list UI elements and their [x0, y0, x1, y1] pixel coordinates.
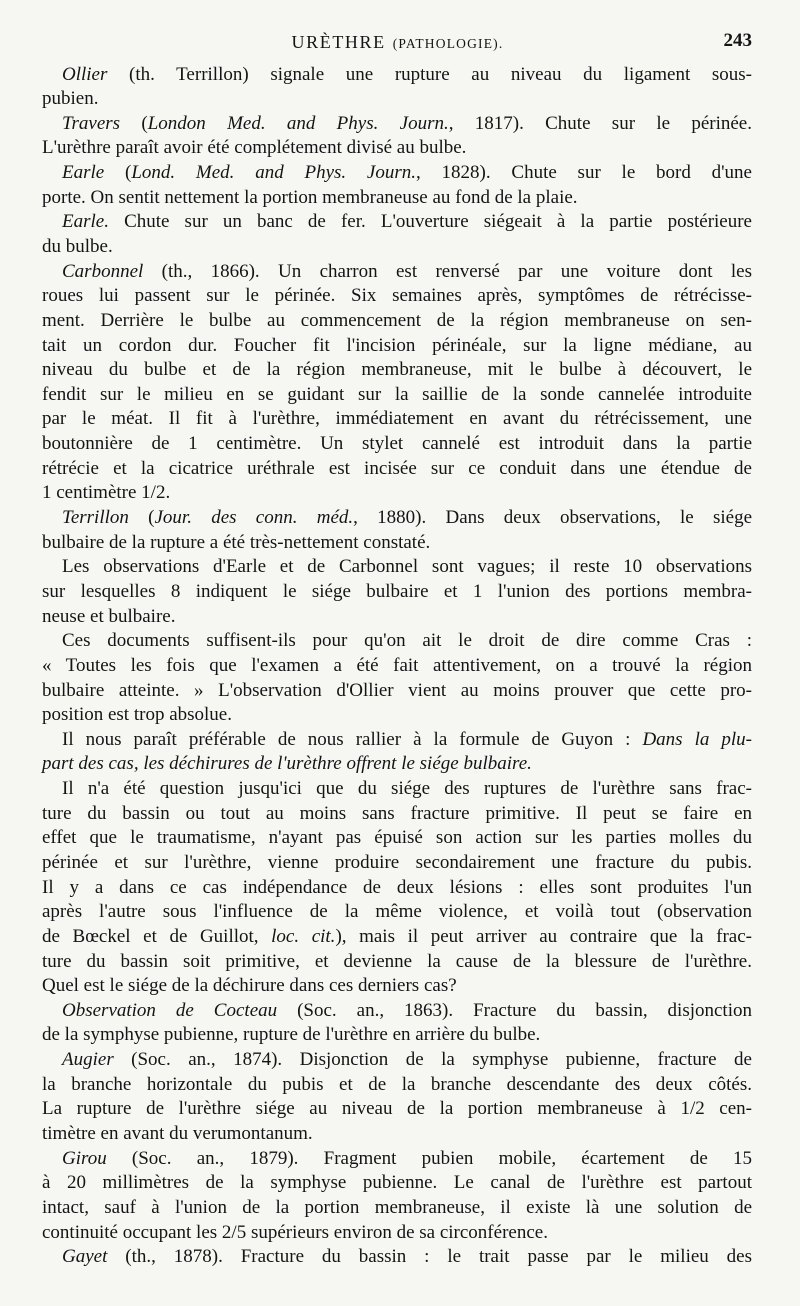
text-run: , 1817). Chute sur le périnée.: [448, 112, 752, 134]
text-line: [42, 580, 752, 605]
text-line: [42, 1023, 752, 1048]
text-run: fendit sur le milieu en se guidant sur la saillie de la sonde cannelée introduite: [42, 383, 752, 405]
text-line: [42, 752, 752, 777]
text-line: [42, 87, 752, 112]
text-line: [42, 1171, 752, 1196]
text-line: [42, 777, 752, 802]
text-line: [42, 161, 752, 186]
text-run: pubien.: [42, 88, 99, 110]
italic-text: Girou: [62, 1147, 107, 1169]
text-run: bulbaire de la rupture a été très-nettement constaté.: [42, 531, 431, 553]
italic-text: Augier: [62, 1049, 114, 1071]
text-run: boutonnière de 1 centimètre. Un stylet cannelé est introduit dans la partie: [42, 433, 752, 455]
text-line: [42, 506, 752, 531]
text-run: du bulbe.: [42, 235, 113, 257]
text-line: [42, 284, 752, 309]
text-run: par le méat. Il fit à l'urèthre, immédiatement en avant du rétrécissement, une: [42, 408, 752, 430]
text-line: [42, 925, 752, 950]
text-line: [42, 186, 752, 211]
text-run: tait un cordon dur. Foucher fit l'incision périnéale, sur la ligne médiane, au: [42, 334, 752, 356]
italic-text: loc. cit.: [271, 925, 336, 947]
text-run: « Toutes les fois que l'examen a été fait attentivement, on a trouvé la région: [42, 654, 752, 676]
text-run: Il nous paraît préférable de nous rallier à la formule de Guyon :: [62, 728, 643, 750]
text-line: [42, 1048, 752, 1073]
text-line: [42, 605, 752, 630]
italic-text: part des cas, les déchirures de l'urèthre offrent le siége bulbaire.: [42, 753, 532, 775]
italic-text: Carbonnel: [62, 260, 144, 282]
text-run: la branche horizontale du pubis et de la branche descendante des deux côtés.: [42, 1073, 752, 1095]
running-subtitle: (PATHOLOGIE).: [392, 36, 504, 51]
text-run: de la symphyse pubienne, rupture de l'urèthre en arrière du bulbe.: [42, 1024, 541, 1046]
text-line: [42, 974, 752, 999]
text-run: , 1828). Chute sur le bord d'une: [416, 162, 752, 184]
text-line: [42, 1245, 752, 1270]
text-run: Chute sur un banc de fer. L'ouverture siégeait à la partie postérieure: [108, 211, 752, 233]
text-line: [42, 235, 752, 260]
running-title: URÈTHRE: [291, 32, 386, 52]
text-run: (: [120, 112, 148, 134]
text-line: [42, 826, 752, 851]
text-line: [42, 260, 752, 285]
text-run: bulbaire atteinte. » L'observation d'Ollier vient au moins prouver que cette pro-: [42, 679, 752, 701]
text-run: intact, sauf à l'union de la portion membraneuse, il existe là une solution de: [42, 1196, 752, 1218]
text-line: [42, 703, 752, 728]
text-line: [42, 851, 752, 876]
text-run: Il y a dans ce cas indépendance de deux lésions : elles sont produites l'un: [42, 876, 752, 898]
text-run: (Soc. an., 1879). Fragment pubien mobile, écartement de 15: [106, 1147, 752, 1169]
text-run: ), mais il peut arriver au contraire que la frac-: [335, 925, 753, 947]
text-run: (Soc. an., 1874). Disjonction de la symphyse pubienne, fracture de: [113, 1049, 752, 1071]
text-line: [42, 383, 752, 408]
text-run: , 1880). Dans deux observations, le siége: [353, 507, 753, 529]
text-run: roues lui passent sur le périnée. Six semaines après, symptômes de rétrécisse-: [42, 285, 752, 307]
text-line: [42, 407, 752, 432]
text-run: ment. Derrière le bulbe au commencement de la région membraneuse on sen-: [42, 309, 752, 331]
text-line: [42, 210, 752, 235]
text-run: L'urèthre paraît avoir été complétement divisé au bulbe.: [42, 137, 467, 159]
text-line: [42, 654, 752, 679]
page-number: 243: [723, 30, 752, 51]
text-line: [42, 481, 752, 506]
italic-text: Jour. des conn. méd.: [154, 507, 354, 529]
text-line: [42, 999, 752, 1024]
text-run: rétrécie et la cicatrice uréthrale est incisée sur ce conduit dans une étendue de: [42, 457, 752, 479]
text-line: [42, 679, 752, 704]
text-run: porte. On sentit nettement la portion membraneuse au fond de la plaie.: [42, 186, 578, 208]
text-line: [42, 950, 752, 975]
italic-text: Terrillon: [62, 507, 129, 529]
text-line: [42, 876, 752, 901]
text-run: timètre en avant du verumontanum.: [42, 1123, 313, 1145]
text-line: [42, 334, 752, 359]
text-line: [42, 900, 752, 925]
text-run: Il n'a été question jusqu'ici que du siége des ruptures de l'urèthre sans frac-: [62, 778, 752, 800]
text-run: à 20 millimètres de la symphyse pubienne. Le canal de l'urèthre est partout: [42, 1172, 752, 1194]
text-run: (Soc. an., 1863). Fracture du bassin, disjonction: [277, 999, 752, 1021]
text-run: (th., 1866). Un charron est renversé par une voiture dont les: [143, 260, 752, 282]
text-run: après l'autre sous l'influence de la même violence, et voilà tout (observation: [42, 901, 752, 923]
text-line: [42, 728, 752, 753]
text-run: ture du bassin soit primitive, et devienne la cause de la blessure de l'urèthre.: [42, 950, 752, 972]
text-line: [42, 1196, 752, 1221]
italic-text: Earle.: [62, 211, 109, 233]
text-line: [42, 555, 752, 580]
text-run: ture du bassin ou tout au moins sans fracture primitive. Il peut se faire en: [42, 802, 752, 824]
text-run: effet que le traumatisme, n'ayant pas épuisé son action sur les parties molles du: [42, 827, 752, 849]
running-header: [200, 29, 595, 57]
text-run: neuse et bulbaire.: [42, 605, 176, 627]
text-run: (: [104, 162, 132, 184]
text-line: [42, 112, 752, 137]
italic-text: Gayet: [62, 1246, 108, 1268]
body-text: [42, 63, 752, 1270]
text-run: Ces documents suffisent-ils pour qu'on ait le droit de dire comme Cras :: [62, 630, 752, 652]
text-line: [42, 802, 752, 827]
italic-text: Travers: [62, 112, 121, 134]
italic-text: Observation de Cocteau: [62, 999, 278, 1021]
text-line: [42, 1221, 752, 1246]
text-line: [42, 358, 752, 383]
text-line: [42, 432, 752, 457]
text-line: [42, 1122, 752, 1147]
text-run: périnée et sur l'urèthre, vienne produire secondairement une fracture du pubis.: [42, 852, 752, 873]
text-line: [42, 629, 752, 654]
text-line: [42, 457, 752, 482]
text-run: (: [128, 507, 155, 529]
text-line: [42, 63, 752, 88]
text-run: sur lesquelles 8 indiquent le siége bulbaire et 1 l'union des portions membra-: [42, 580, 752, 602]
text-run: Quel est le siége de la déchirure dans ces derniers cas?: [42, 975, 457, 997]
italic-text: Lond. Med. and Phys. Journ.: [131, 162, 417, 184]
italic-text: Ollier: [62, 63, 108, 85]
italic-text: Dans la plu-: [642, 728, 752, 750]
text-line: [42, 1073, 752, 1098]
text-run: continuité occupant les 2/5 supérieurs environ de sa circonférence.: [42, 1221, 548, 1243]
text-run: de Bœckel et de Guillot,: [42, 925, 272, 947]
text-line: [42, 136, 752, 161]
text-run: 1 centimètre 1/2.: [42, 482, 171, 504]
text-run: position est trop absolue.: [42, 704, 232, 726]
italic-text: Earle: [62, 162, 105, 184]
italic-text: London Med. and Phys. Journ.: [147, 112, 449, 134]
text-run: La rupture de l'urèthre siége au niveau de la portion membraneuse à 1/2 cen-: [42, 1098, 752, 1120]
text-line: [42, 1147, 752, 1172]
text-run: (th., 1878). Fracture du bassin : le trait passe par le milieu des: [107, 1246, 752, 1268]
text-line: [42, 1097, 752, 1122]
text-line: [42, 531, 752, 556]
text-run: niveau du bulbe et de la région membraneuse, mit le bulbe à découvert, le: [42, 359, 752, 381]
text-line: [42, 309, 752, 334]
text-run: Les observations d'Earle et de Carbonnel sont vagues; il reste 10 observations: [62, 556, 752, 578]
text-run: (th. Terrillon) signale une rupture au niveau du ligament sous-: [107, 63, 752, 85]
